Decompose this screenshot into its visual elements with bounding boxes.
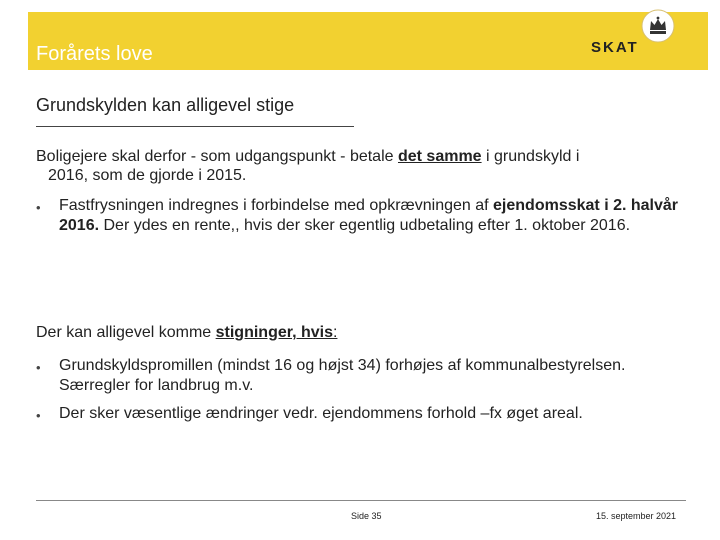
section2-text-a: Der kan alligevel komme	[36, 324, 216, 341]
section2-emphasis: stigninger, hvis	[215, 324, 333, 341]
subtitle-divider	[36, 126, 354, 127]
intro-text-d: 2016, som de gjorde i 2015.	[48, 167, 247, 184]
subtitle: Grundskylden kan alligevel stige	[36, 95, 295, 115]
bullet-emphasis: ejendomsskat i 2. halvår 2016.	[59, 197, 679, 234]
bullet-marker: •	[36, 200, 41, 215]
page-number: Side 35	[351, 511, 382, 521]
intro-emphasis: det samme	[397, 148, 482, 165]
intro-text-c: i grundskyld i	[481, 148, 580, 165]
skat-logo: SKAT	[591, 39, 639, 56]
slide-title: Forårets love	[36, 43, 153, 65]
crown-icon	[640, 8, 676, 44]
bullet-item-fastfrysning	[59, 196, 689, 236]
bullet-item-aendringer: Der sker væsentlige ændringer vedr. ejendommens forhold –fx øget areal.	[59, 405, 583, 422]
footer-date: 15. september 2021	[596, 511, 677, 521]
section2-heading	[36, 323, 686, 342]
bullet-marker: •	[36, 360, 41, 375]
bullet-text-c: Der ydes en rente,, hvis der sker egentlig udbetaling efter 1. oktober 2016.	[99, 217, 631, 234]
bullet-text-a: Fastfrysningen indregnes i forbindelse med opkrævningen af	[59, 197, 494, 214]
intro-text-a: Boligejere skal derfor - som udgangspunkt - betale	[36, 148, 398, 165]
intro-paragraph	[36, 147, 686, 185]
footer-divider	[36, 500, 686, 501]
bullet-marker: •	[36, 408, 41, 423]
section2-text-c: :	[332, 324, 338, 341]
bullet-item-promille: Grundskyldspromillen (mindst 16 og højst 34) forhøjes af kommunalbestyrelsen. Særregler for landbrug m.v.	[59, 357, 626, 394]
